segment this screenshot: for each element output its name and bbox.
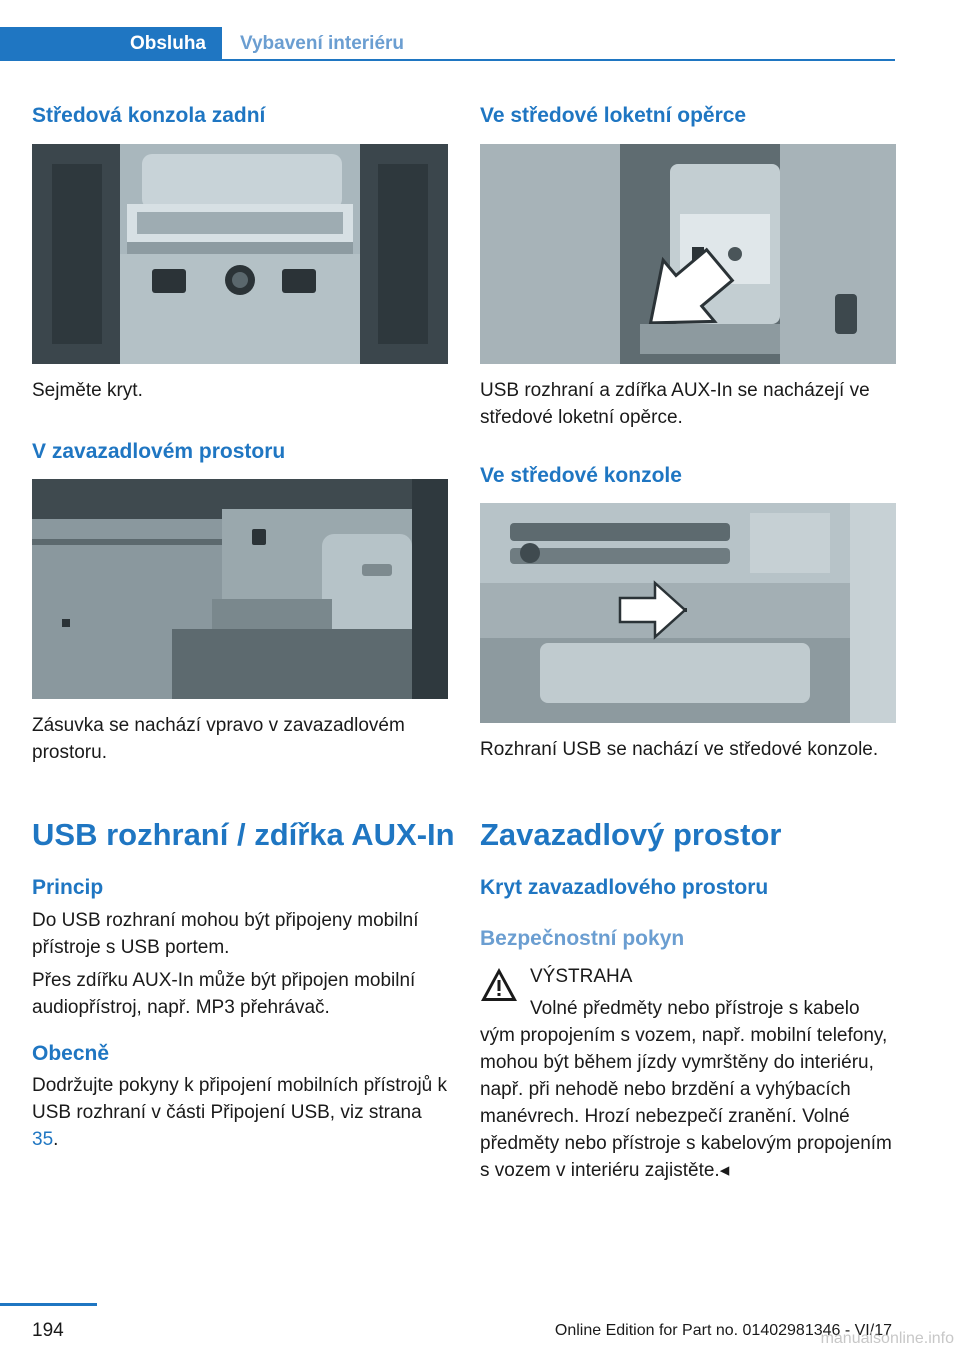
caption-center-console: Rozhraní USB se nachází ve středové konzole.	[480, 739, 879, 760]
general-text-end: .	[53, 1129, 59, 1150]
footer-rule	[0, 1303, 97, 1306]
tab-obsluha[interactable]: Obsluha	[0, 27, 222, 61]
section-title-rear-console: Středová konzola zadní	[32, 104, 266, 127]
principle-paragraph-2: Přes zdířku AUX-In může být připojen mobilní audiopřístroj, např. MP3 přehrávač.	[32, 970, 416, 1018]
subsection-title-cover: Kryt zavazadlového prostoru	[480, 876, 769, 899]
photo-center-armrest	[480, 144, 896, 364]
caption-luggage: Zásuvka se nachází vpravo v zavazadlovém prostoru.	[32, 715, 405, 763]
watermark: manualsonline.info	[820, 1330, 954, 1347]
header-tabs	[0, 27, 895, 61]
caption-rear-console: Sejměte kryt.	[32, 380, 143, 401]
warning-label: VÝSTRAHA	[530, 966, 633, 987]
photo-luggage-compartment	[32, 479, 448, 699]
safety-note-title: Bezpečnostní pokyn	[480, 927, 685, 950]
principle-paragraph-1: Do USB rozhraní mohou být připojeny mobilní přístroje s USB portem.	[32, 910, 419, 958]
caption-armrest: USB rozhraní a zdířka AUX-In se nacházejí ve středové loketní opěrce.	[480, 380, 870, 428]
warning-triangle-icon	[480, 966, 518, 1004]
general-text: Dodržujte pokyny k připojení mobilních přístrojů k USB rozhraní v části Připojení USB, viz strana	[32, 1075, 448, 1123]
section-title-center-console: Ve středové konzole	[480, 464, 682, 487]
page-number: 194	[32, 1320, 64, 1341]
warning-text-first-line: Volné předměty nebo přístroje s kabelo	[530, 998, 860, 1019]
photo-center-console	[480, 503, 896, 723]
section-title-luggage: V zavazadlovém prostoru	[32, 440, 286, 463]
chapter-title-usb: USB rozhraní / zdířka AUX-In	[32, 817, 455, 852]
warning-text: vým propojením s vozem, např. mobilní telefony, mohou být během jízdy vymrštěny do interiéru, např. při nehodě nebo brzdění a vyhýbacích manévrech. Hrozí nebezpečí zranění. Volné předměty nebo přístroje s kabelovým propojením s vozem v interiéru zajistěte.◂	[480, 1025, 892, 1181]
edition-note: Online Edition for Part no. 01402981346 - VI/17	[554, 1322, 892, 1339]
subsection-title-general: Obecně	[32, 1042, 110, 1065]
section-title-armrest: Ve středové loketní opěrce	[480, 104, 747, 127]
chapter-title-luggage-compartment: Zavazadlový prostor	[480, 817, 782, 852]
general-paragraph	[32, 1072, 448, 1153]
tab-vybaveni-interieru[interactable]: Vybavení interiéru	[240, 33, 405, 54]
page-link-35[interactable]: 35	[32, 1129, 54, 1150]
photo-rear-console	[32, 144, 448, 364]
header-rule	[222, 59, 895, 61]
subsection-title-principle: Princip	[32, 876, 104, 899]
